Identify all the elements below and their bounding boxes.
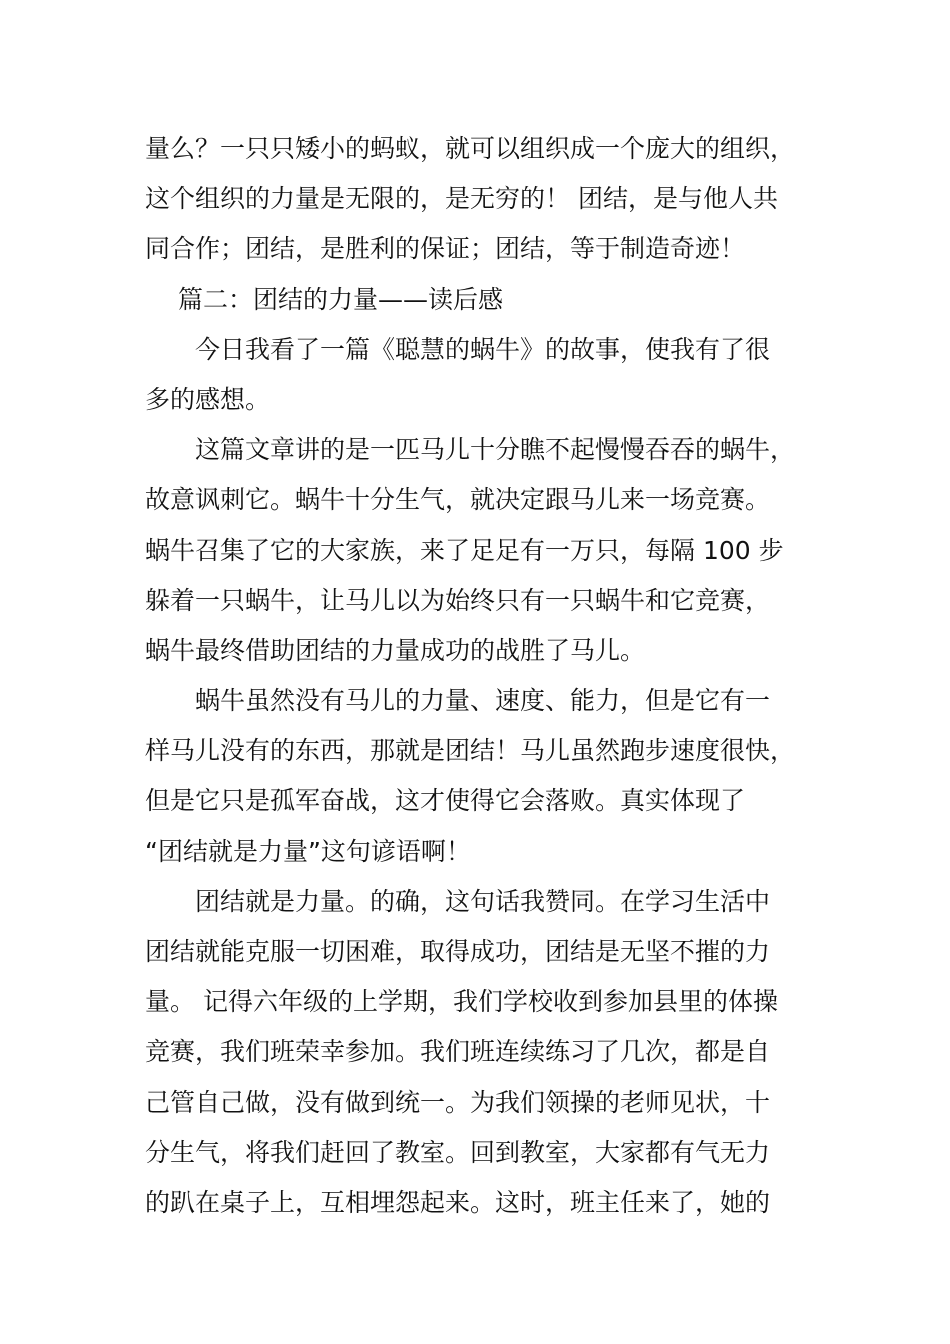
paragraph-first-line: 团结就是力量。的确，这句话我赞同。在学习生活中 <box>195 886 771 916</box>
text-line: 这个组织的力量是无限的，是无穷的！ 团结，是与他人共 <box>145 184 778 214</box>
text-line: 的趴在桌子上，互相埋怨起来。这时，班主任来了，她的 <box>145 1187 771 1217</box>
text-line: 分生气，将我们赶回了教室。回到教室，大家都有气无力 <box>145 1137 771 1167</box>
text-line: 蜗牛召集了它的大家族，来了足足有一万只，每隔 100 步 <box>145 535 784 565</box>
text-line: 多的感想。 <box>145 384 271 414</box>
text-line: 样马儿没有的东西，那就是团结！马儿虽然跑步速度很快， <box>145 736 796 766</box>
paragraph-first-line: 这篇文章讲的是一匹马儿十分瞧不起慢慢吞吞的蜗牛， <box>195 435 796 465</box>
text-line: 己管自己做，没有做到统一。为我们领操的老师见状，十 <box>145 1087 771 1117</box>
text-line: 量么？一只只矮小的蚂蚁，就可以组织成一个庞大的组织， <box>145 134 796 163</box>
text-line: 竞赛，我们班荣幸参加。我们班连续练习了几次，都是自 <box>145 1037 771 1067</box>
text-line: 但是它只是孤军奋战，这才使得它会落败。真实体现了 <box>145 786 746 816</box>
text-line: 同合作；团结，是胜利的保证；团结，等于制造奇迹！ <box>145 234 746 264</box>
text-line: 团结就能克服一切困难，取得成功，团结是无坚不摧的力 <box>145 937 771 966</box>
paragraph-first-line: 今日我看了一篇《聪慧的蜗牛》的故事，使我有了很 <box>195 334 771 364</box>
text-line: 量。 记得六年级的上学期，我们学校收到参加县里的体操 <box>145 987 778 1017</box>
text-line: 故意讽刺它。蜗牛十分生气，就决定跟马儿来一场竞赛。 <box>145 485 771 515</box>
paragraph-first-line: 蜗牛虽然没有马儿的力量、速度、能力，但是它有一 <box>195 686 771 716</box>
text-line: 躲着一只蜗牛，让马儿以为始终只有一只蜗牛和它竞赛， <box>145 585 771 615</box>
text-line: “团结就是力量”这句谚语啊！ <box>145 836 471 866</box>
section-heading: 篇二：团结的力量——读后感 <box>178 284 504 314</box>
text-line: 蜗牛最终借助团结的力量成功的战胜了马儿。 <box>145 635 646 665</box>
body-text <box>145 124 805 1228</box>
